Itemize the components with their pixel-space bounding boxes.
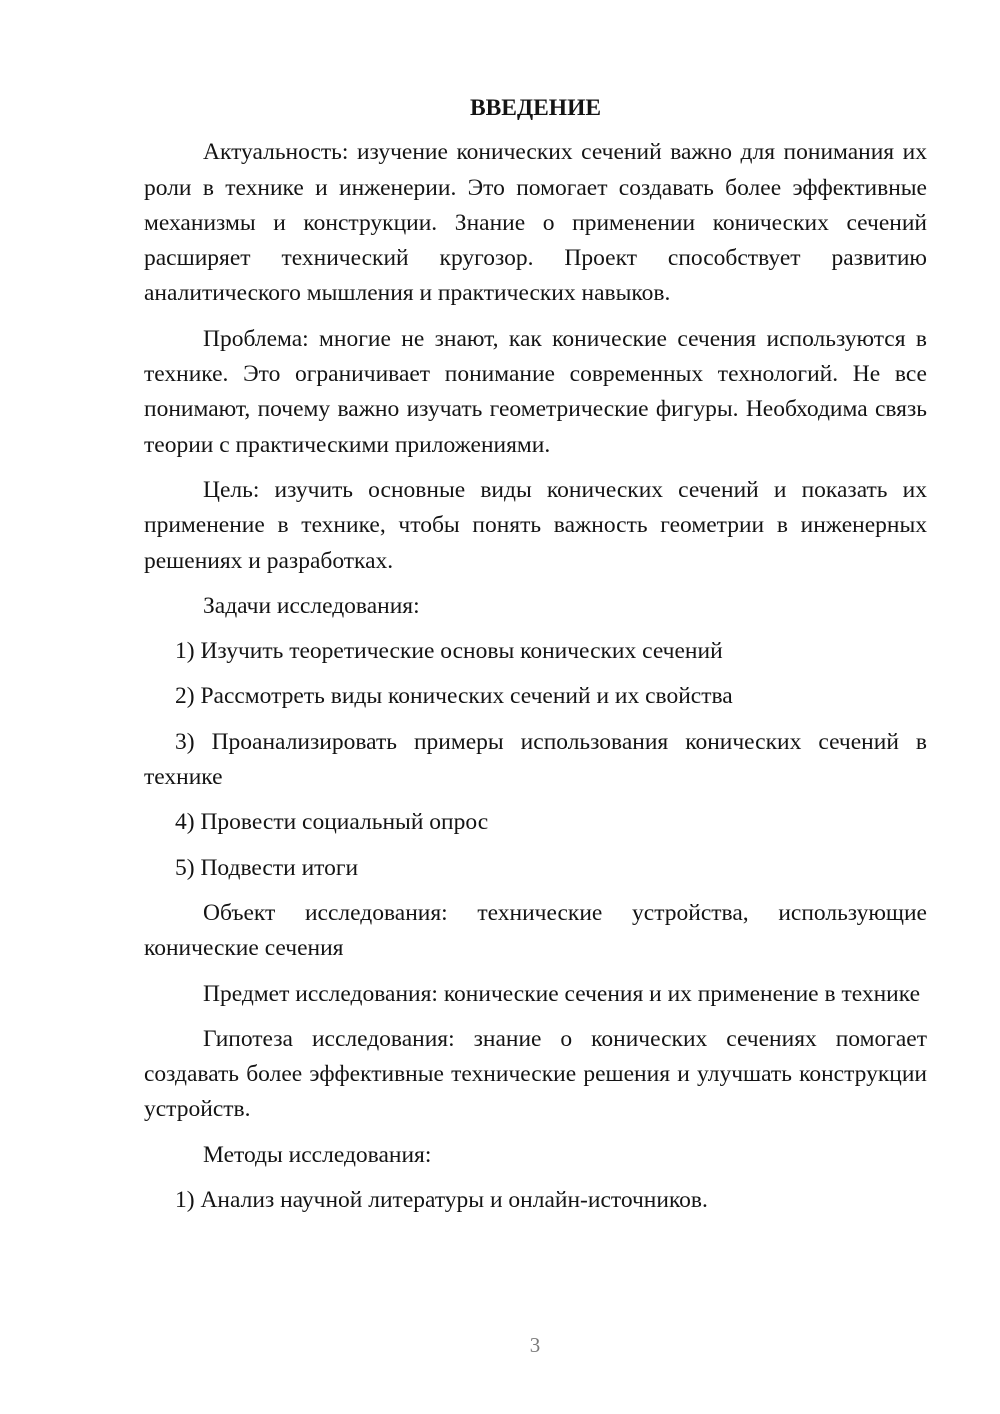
page-heading: ВВЕДЕНИЕ <box>469 95 602 121</box>
paragraph-goal: Цель: изучить основные виды конических сечений и показать их применение в технике, чтобы понять важность геометрии в инженерных решениях и разработках. <box>144 476 927 574</box>
method-item: 1) Анализ научной литературы и онлайн-источников. <box>175 1187 708 1214</box>
task-item: 1) Изучить теоретические основы конических сечений <box>175 638 723 665</box>
tasks-title: Задачи исследования: <box>203 592 420 619</box>
paragraph-hypothesis: Гипотеза исследования: знание о конических сечениях помогает создавать более эффективные технические решения и улучшать конструкции устройств. <box>144 1025 927 1123</box>
methods-title: Методы исследования: <box>203 1141 432 1168</box>
task-item: 2) Рассмотреть виды конических сечений и их свойства <box>175 683 733 710</box>
task-item: 3) Проанализировать примеры использования конических сечений в технике <box>144 728 927 791</box>
paragraph-object: Объект исследования: технические устройства, использующие конические сечения <box>144 899 927 962</box>
page-content <box>144 91 927 1228</box>
page-number: 3 <box>529 1333 541 1357</box>
paragraph-subject: Предмет исследования: конические сечения и их применение в технике <box>203 980 921 1007</box>
paragraph-problem: Проблема: многие не знают, как конические сечения используются в технике. Это ограничивает понимание современных технологий. Не все понимают, почему важно изучать геометрические фигуры. Необходима связь теории с практическими приложениями. <box>144 325 927 458</box>
paragraph-relevance: Актуальность: изучение конических сечений важно для понимания их роли в технике и инженерии. Это помогает создавать более эффективные механизмы и конструкции. Знание о применении конических сечений расширяет технический кругозор. Проект способствует развитию аналитического мышления и практических навыков. <box>144 139 927 307</box>
task-item: 4) Провести социальный опрос <box>175 809 489 836</box>
task-item: 5) Подвести итоги <box>175 854 359 881</box>
